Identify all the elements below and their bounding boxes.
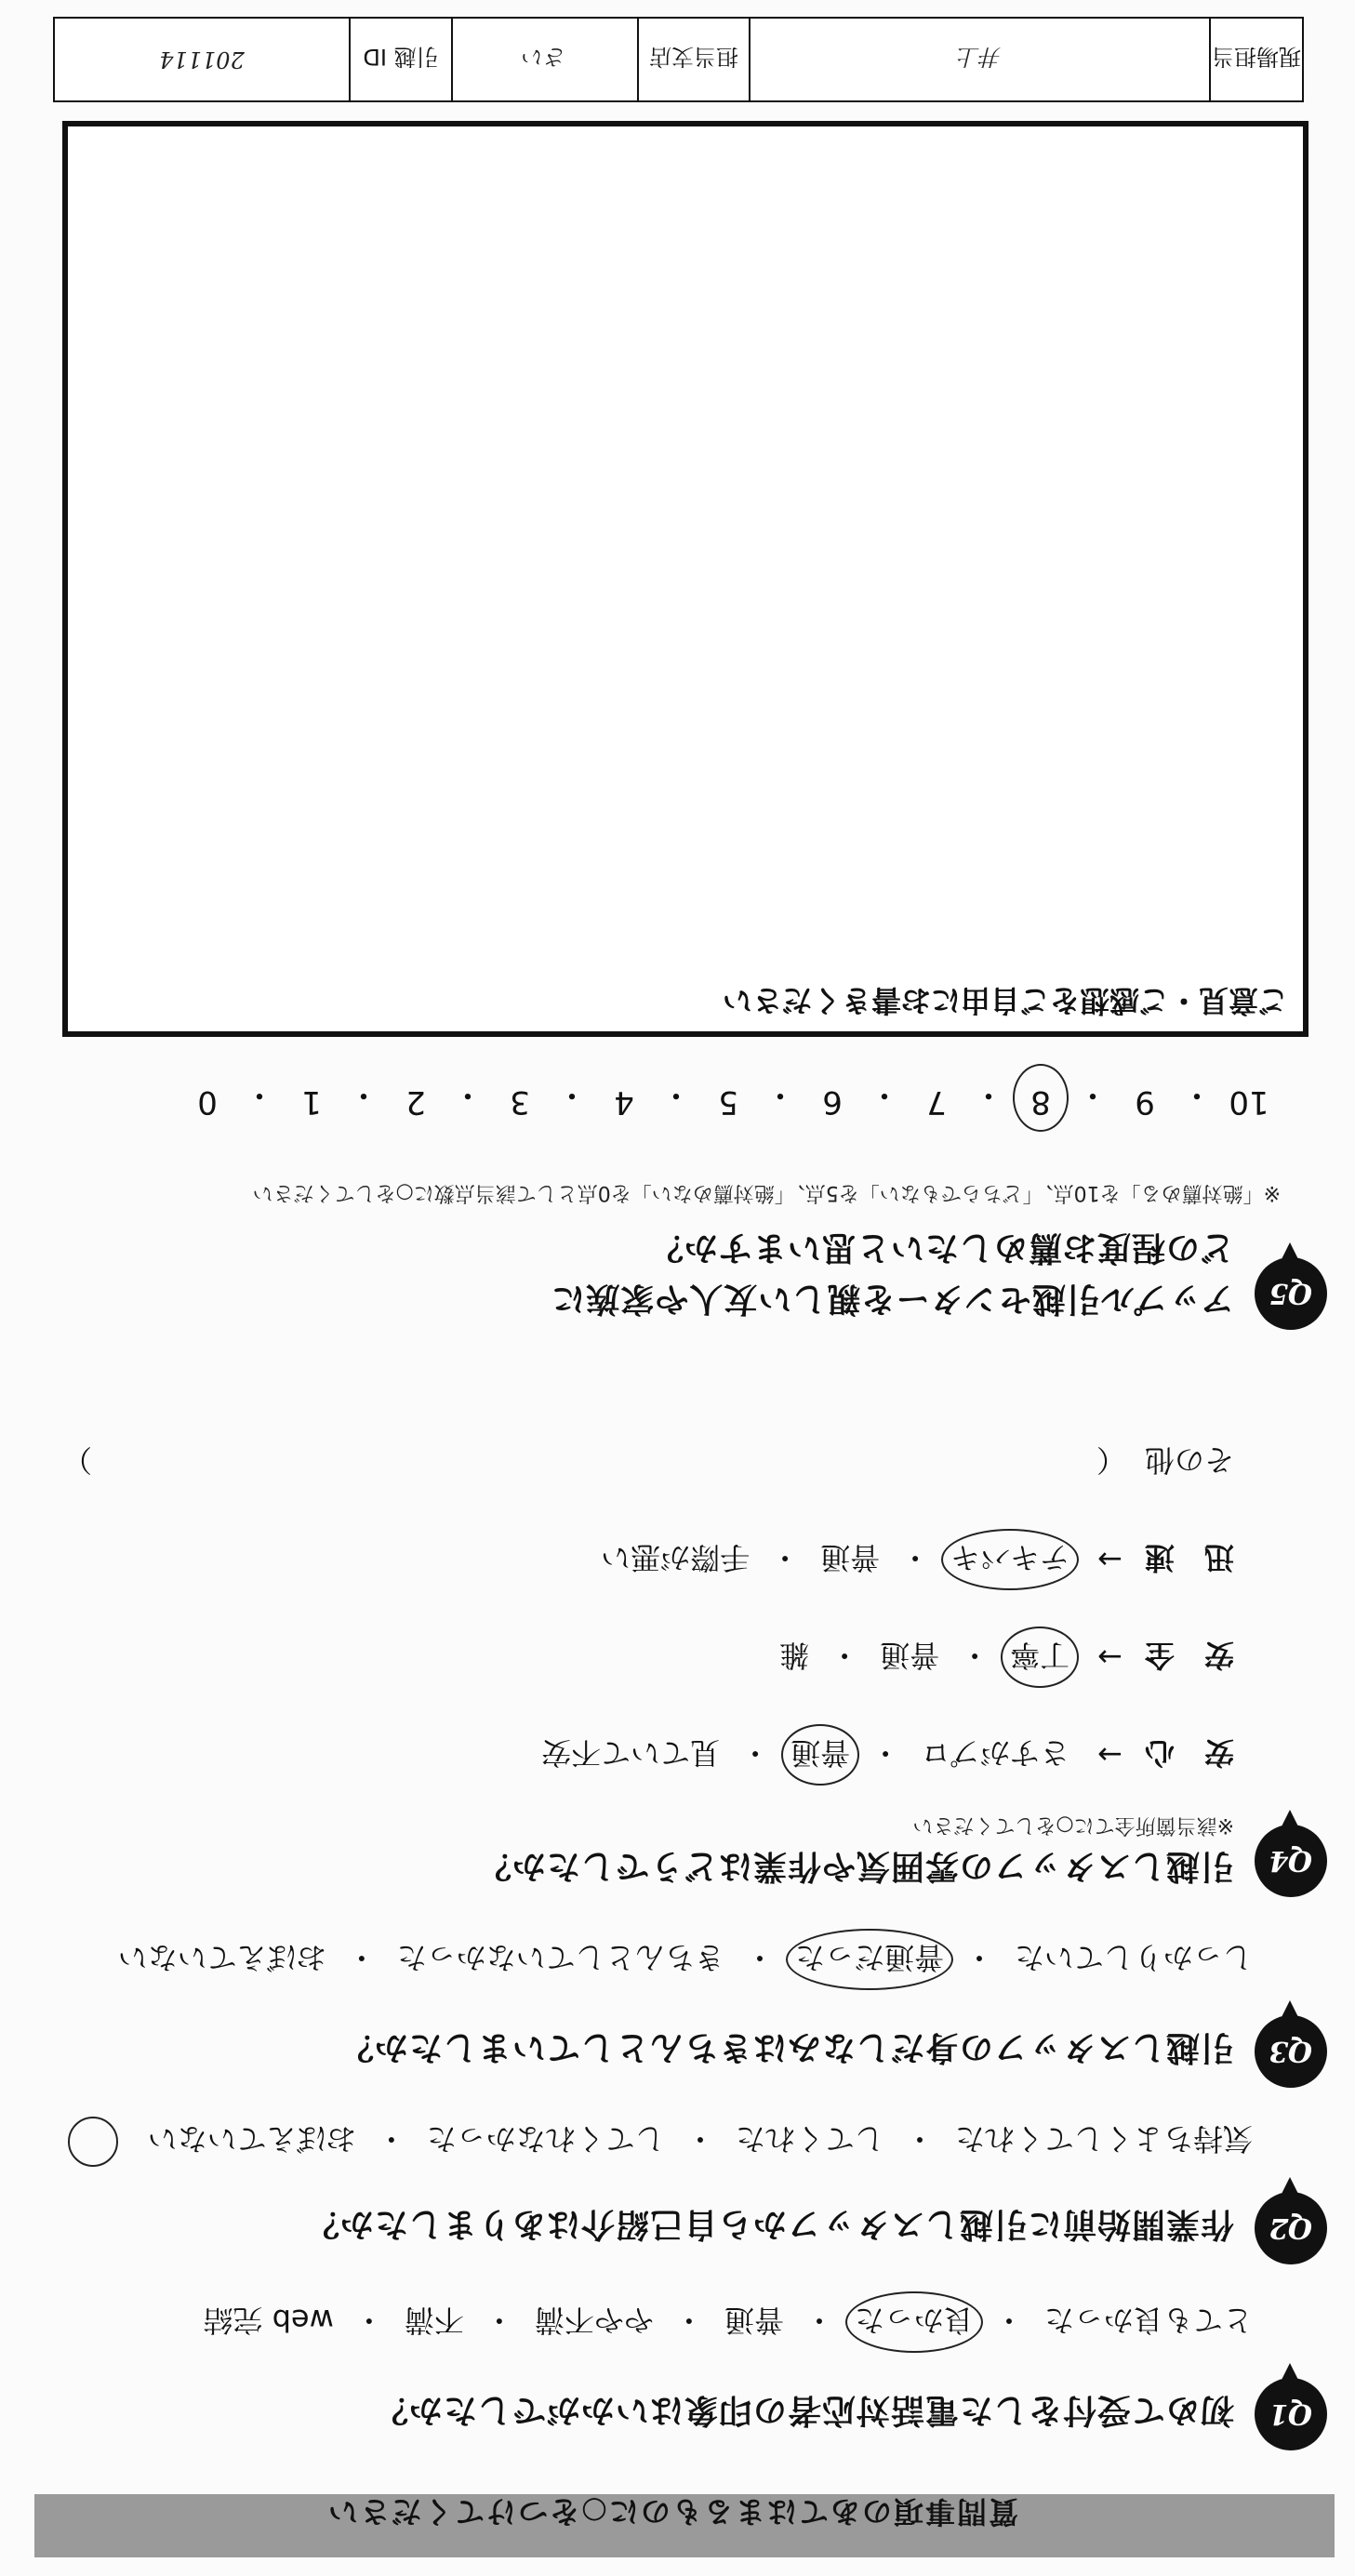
q2-option-selected[interactable]: おぼえていない — [147, 2121, 356, 2157]
q4-other-open: （ — [1096, 1442, 1126, 1478]
q4-option[interactable]: さすがプロ — [921, 1735, 1070, 1771]
q3-text: 引越しスタッフの身だしなみはきちんとしていましたか？ — [339, 2028, 1234, 2066]
q1-option[interactable]: 不満 — [404, 2303, 464, 2338]
q3-option-selected[interactable]: 普通だった — [795, 1938, 944, 1981]
q4-option-selected[interactable]: 普通 — [790, 1733, 850, 1776]
q4-row-anzen: 安 全 → 丁寧 ・ 普通 ・ 雑 — [779, 1636, 1234, 1679]
scale-number[interactable]: 4 — [614, 1083, 634, 1121]
arrow-right-icon: → — [1097, 1737, 1123, 1773]
q4-option[interactable]: 手際が悪い — [601, 1540, 751, 1575]
scale-number-selected[interactable]: 8 — [1015, 1075, 1067, 1121]
q4-other-close: ） — [62, 1442, 93, 1478]
q1-option[interactable]: 普通 — [724, 2303, 784, 2338]
scale-number[interactable]: 9 — [1135, 1083, 1155, 1121]
scale-number[interactable]: 6 — [822, 1083, 843, 1121]
arrow-right-icon: → — [1097, 1640, 1123, 1675]
header-title: 質問事項のあてはまるものに○をつけてください — [326, 2494, 1018, 2530]
q4-row-anshin: 安 心 → さすがプロ ・ 普通 ・ 見ていて不安 — [541, 1733, 1234, 1776]
q1-text: 初めて受付をした電話対応者の印象はいかがでしたか？ — [373, 2391, 1234, 2429]
scale-number[interactable]: 7 — [926, 1083, 947, 1121]
q4-row-label: 安 心 — [1144, 1735, 1234, 1771]
q4-text: 引越しスタッフの雰囲気や作業はどうでしたか？ — [476, 1847, 1234, 1885]
comment-box[interactable] — [62, 121, 1309, 1037]
q2-badge: Q2 — [1255, 2192, 1327, 2264]
branch-value: さい — [451, 19, 637, 100]
scale-number[interactable]: 2 — [405, 1083, 426, 1121]
leader-label: 現場担当 — [1209, 19, 1302, 100]
q5-badge: Q5 — [1255, 1257, 1327, 1330]
q2-selection-circle — [68, 2117, 118, 2167]
q4-other — [62, 1441, 1234, 1483]
q4-option[interactable]: 普通 — [880, 1638, 940, 1673]
q3-options: しっかりしていた ・ 普通だった ・ きちんとしていなかった ・ おぼえていない — [118, 1938, 1253, 1981]
scale-number[interactable]: 0 — [197, 1083, 218, 1121]
header-bar — [34, 2494, 1335, 2557]
q4-row-label: 安 全 — [1144, 1638, 1234, 1673]
q1-option[interactable]: web 完結 — [203, 2303, 334, 2338]
leader-signature: 井上 — [749, 19, 1209, 100]
scale-number[interactable]: 5 — [718, 1083, 738, 1121]
q3-badge: Q3 — [1255, 2015, 1327, 2088]
q2-text: 作業開始前に引越しスタッフから自己紹介はありましたか？ — [304, 2205, 1234, 2243]
q4-option[interactable]: 雑 — [779, 1638, 810, 1673]
q3-option[interactable]: しっかりしていた — [1014, 1940, 1253, 1975]
q5-note: ※「絶対薦める」を10点、「どちらでもない」を5点、「絶対薦めない」を0点として該当点数に○をしてください — [252, 1181, 1281, 1204]
q4-option[interactable]: 普通 — [820, 1540, 881, 1575]
staff-info-table — [53, 17, 1304, 102]
q4-row-label: 迅 速 — [1144, 1540, 1234, 1575]
comment-title: ご意見・ご感想をご自由にお書きください — [722, 983, 1288, 1018]
q2-option[interactable]: してくれなかった — [426, 2121, 665, 2157]
q2-option[interactable]: してくれた — [735, 2121, 884, 2157]
q2-options: 気持ちよくしてくれた ・ してくれた ・ してくれなかった ・ おぼえていない — [148, 2119, 1253, 2162]
q4-other-label: その他 — [1144, 1442, 1234, 1478]
q5-text-line1: アップル引越センターを親しい友人や家族に — [551, 1280, 1234, 1318]
branch-label: 担当支店 — [637, 19, 749, 100]
scale-number[interactable]: 3 — [510, 1083, 530, 1121]
q4-option-selected[interactable]: テキパキ — [950, 1538, 1069, 1581]
q2-option[interactable]: 気持ちよくしてくれた — [954, 2121, 1253, 2157]
q1-options: とても良かった ・ 良かった ・ 普通 ・ やや不満 ・ 不満 ・ web 完結 — [203, 2301, 1253, 2344]
q1-option[interactable]: とても良かった — [1043, 2303, 1253, 2338]
q4-option-selected[interactable]: 丁寧 — [1010, 1636, 1069, 1679]
q1-option-selected[interactable]: 良かった — [855, 2301, 974, 2344]
q4-option[interactable]: 見ていて不安 — [541, 1735, 721, 1771]
q1-badge: Q1 — [1255, 2378, 1327, 2450]
q3-option[interactable]: おぼえていない — [117, 1940, 326, 1975]
q4-badge: Q4 — [1255, 1825, 1327, 1897]
q4-row-jinsoku: 迅 速 → テキパキ ・ 普通 ・ 手際が悪い — [601, 1538, 1234, 1581]
q4-note: ※該当箇所全てに○をしてください — [912, 1813, 1234, 1837]
arrow-right-icon: → — [1097, 1542, 1123, 1577]
id-value: 201114 — [159, 46, 245, 73]
q3-option[interactable]: きちんとしていなかった — [396, 1940, 724, 1975]
scale-number[interactable]: 1 — [301, 1083, 322, 1121]
id-label: 引越 ID — [349, 19, 451, 100]
q1-option[interactable]: やや不満 — [534, 2303, 654, 2338]
q5-text-line2: どの程度お薦めしたいと思いますか？ — [648, 1228, 1234, 1267]
q5-scale: 10 ・ 9 ・ 8 ・ 7 ・ 6 ・ 5 ・ 4 ・ 3 ・ 2 ・ 1 ・ 0 — [181, 1075, 1275, 1121]
scale-number[interactable]: 10 — [1229, 1083, 1269, 1121]
